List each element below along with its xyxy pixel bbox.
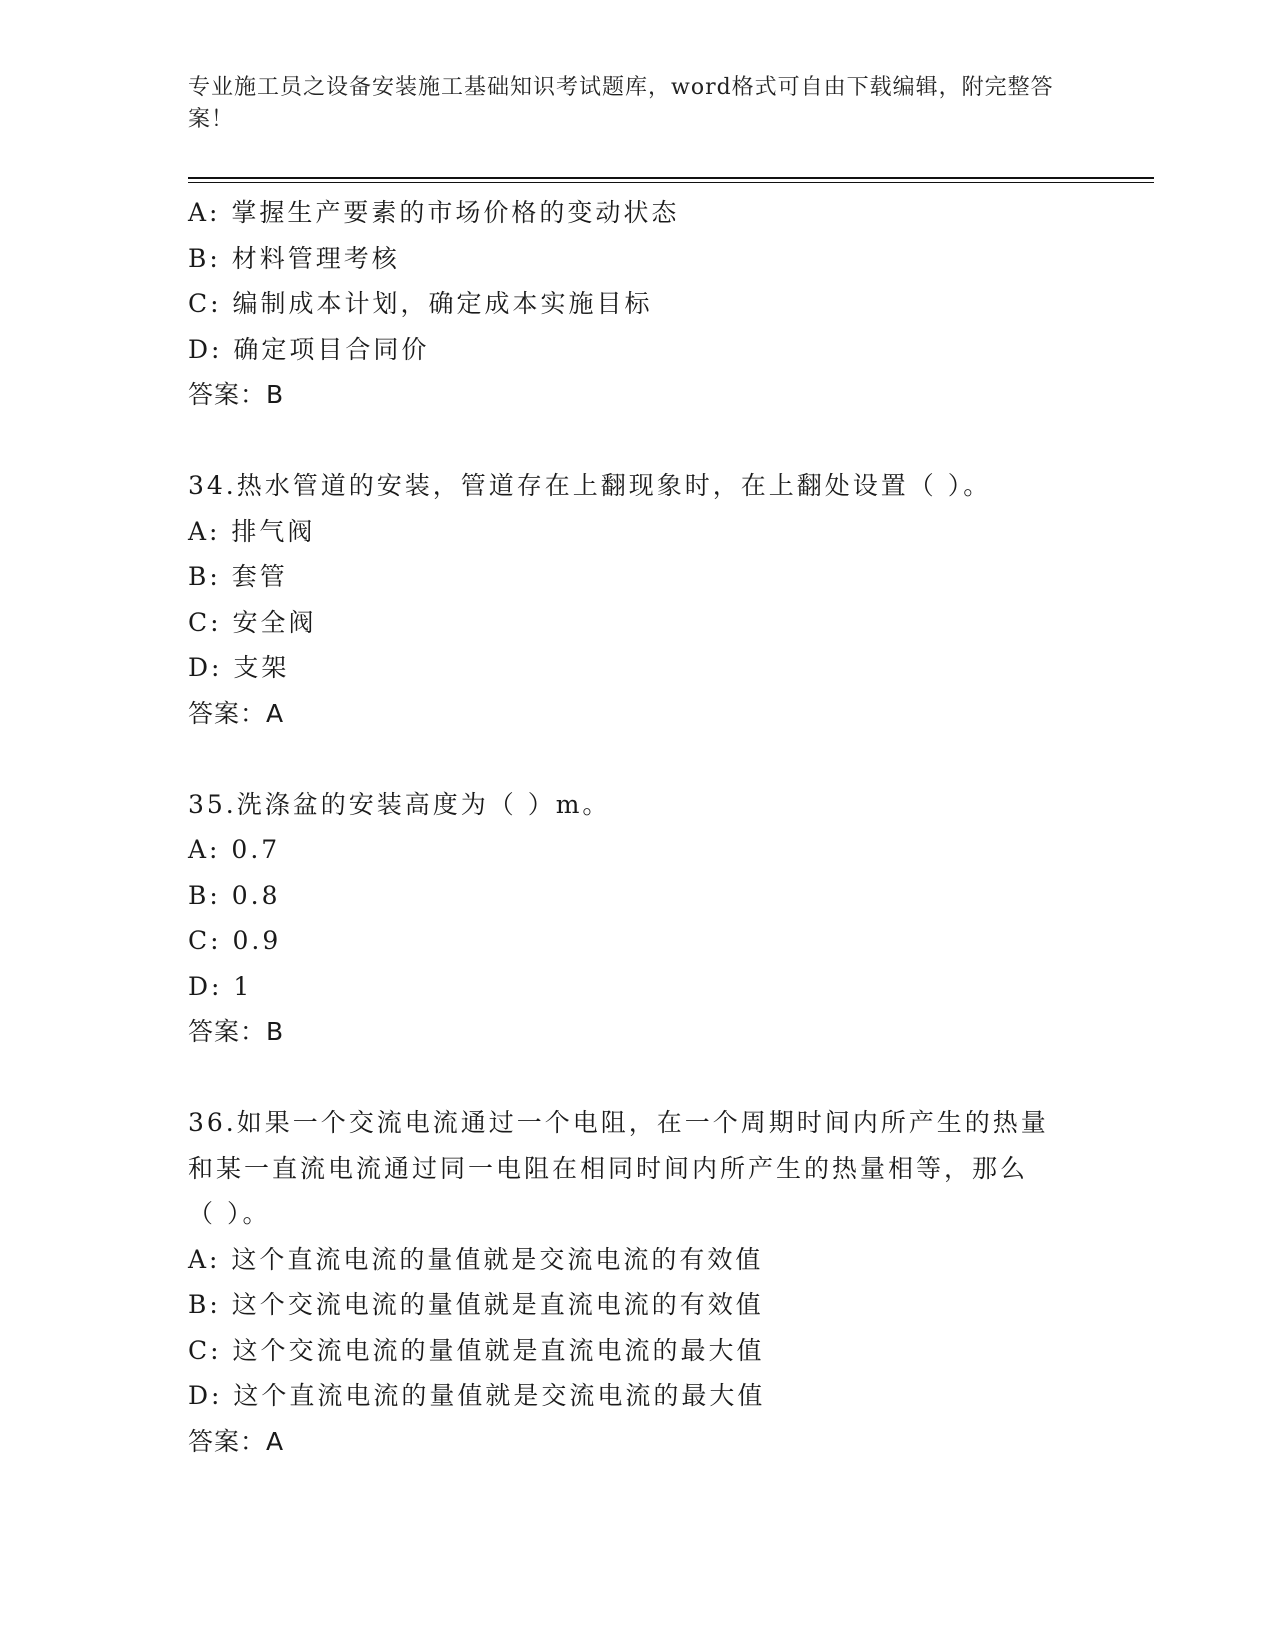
spacer — [188, 418, 1138, 464]
document-header: 专业施工员之设备安装施工基础知识考试题库，word格式可自由下载编辑，附完整答案！ — [188, 75, 1054, 132]
option-a: A: 排气阀 — [188, 516, 316, 546]
header-divider-thin — [188, 182, 1154, 183]
option-c: C: 这个交流电流的量值就是直流电流的最大值 — [188, 1335, 765, 1365]
option-c: C: 编制成本计划，确定成本实施目标 — [188, 289, 653, 318]
answer-line: 答案：B — [188, 380, 285, 409]
question-block-35 — [188, 782, 1138, 1055]
spacer — [188, 736, 1138, 782]
question-text: 34.热水管道的安装，管道存在上翻现象时，在上翻处设置（ ）。 — [188, 471, 992, 500]
option-d: D: 这个直流电流的量值就是交流电流的最大值 — [188, 1381, 766, 1410]
option-d: D: 支架 — [188, 653, 290, 682]
option-b: B: 套管 — [188, 562, 288, 591]
answer-line: 答案：A — [188, 698, 285, 728]
question-text-line-2: 和某一直流电流通过同一电阻在相同时间内所产生的热量相等，那么 — [188, 1153, 1029, 1183]
question-text-line-3: （ ）。 — [188, 1199, 271, 1228]
header-divider-thick — [188, 177, 1154, 179]
option-b: B: 0.8 — [188, 880, 281, 910]
option-c: C: 安全阀 — [188, 607, 317, 637]
question-block-36 — [188, 1100, 1138, 1464]
answer-line: 答案：A — [188, 1426, 285, 1456]
option-b: B: 这个交流电流的量值就是直流电流的有效值 — [188, 1290, 764, 1319]
option-b: B: 材料管理考核 — [188, 243, 400, 273]
option-d: D: 确定项目合同价 — [188, 334, 430, 364]
question-text: 35.洗涤盆的安装高度为（ ）m。 — [188, 789, 611, 819]
option-a: A: 掌握生产要素的市场价格的变动状态 — [188, 198, 680, 227]
question-block-previous — [188, 190, 1138, 418]
question-list — [188, 190, 1138, 1464]
option-d: D: 1 — [188, 971, 253, 1001]
question-text-line-1: 36.如果一个交流电流通过一个电阻，在一个周期时间内所产生的热量 — [188, 1108, 1049, 1137]
spacer — [188, 1055, 1138, 1101]
option-c: C: 0.9 — [188, 926, 282, 955]
option-a: A: 0.7 — [188, 835, 281, 864]
question-block-34 — [188, 463, 1138, 736]
answer-line: 答案：B — [188, 1017, 285, 1046]
option-a: A: 这个直流电流的量值就是交流电流的有效值 — [188, 1244, 764, 1274]
